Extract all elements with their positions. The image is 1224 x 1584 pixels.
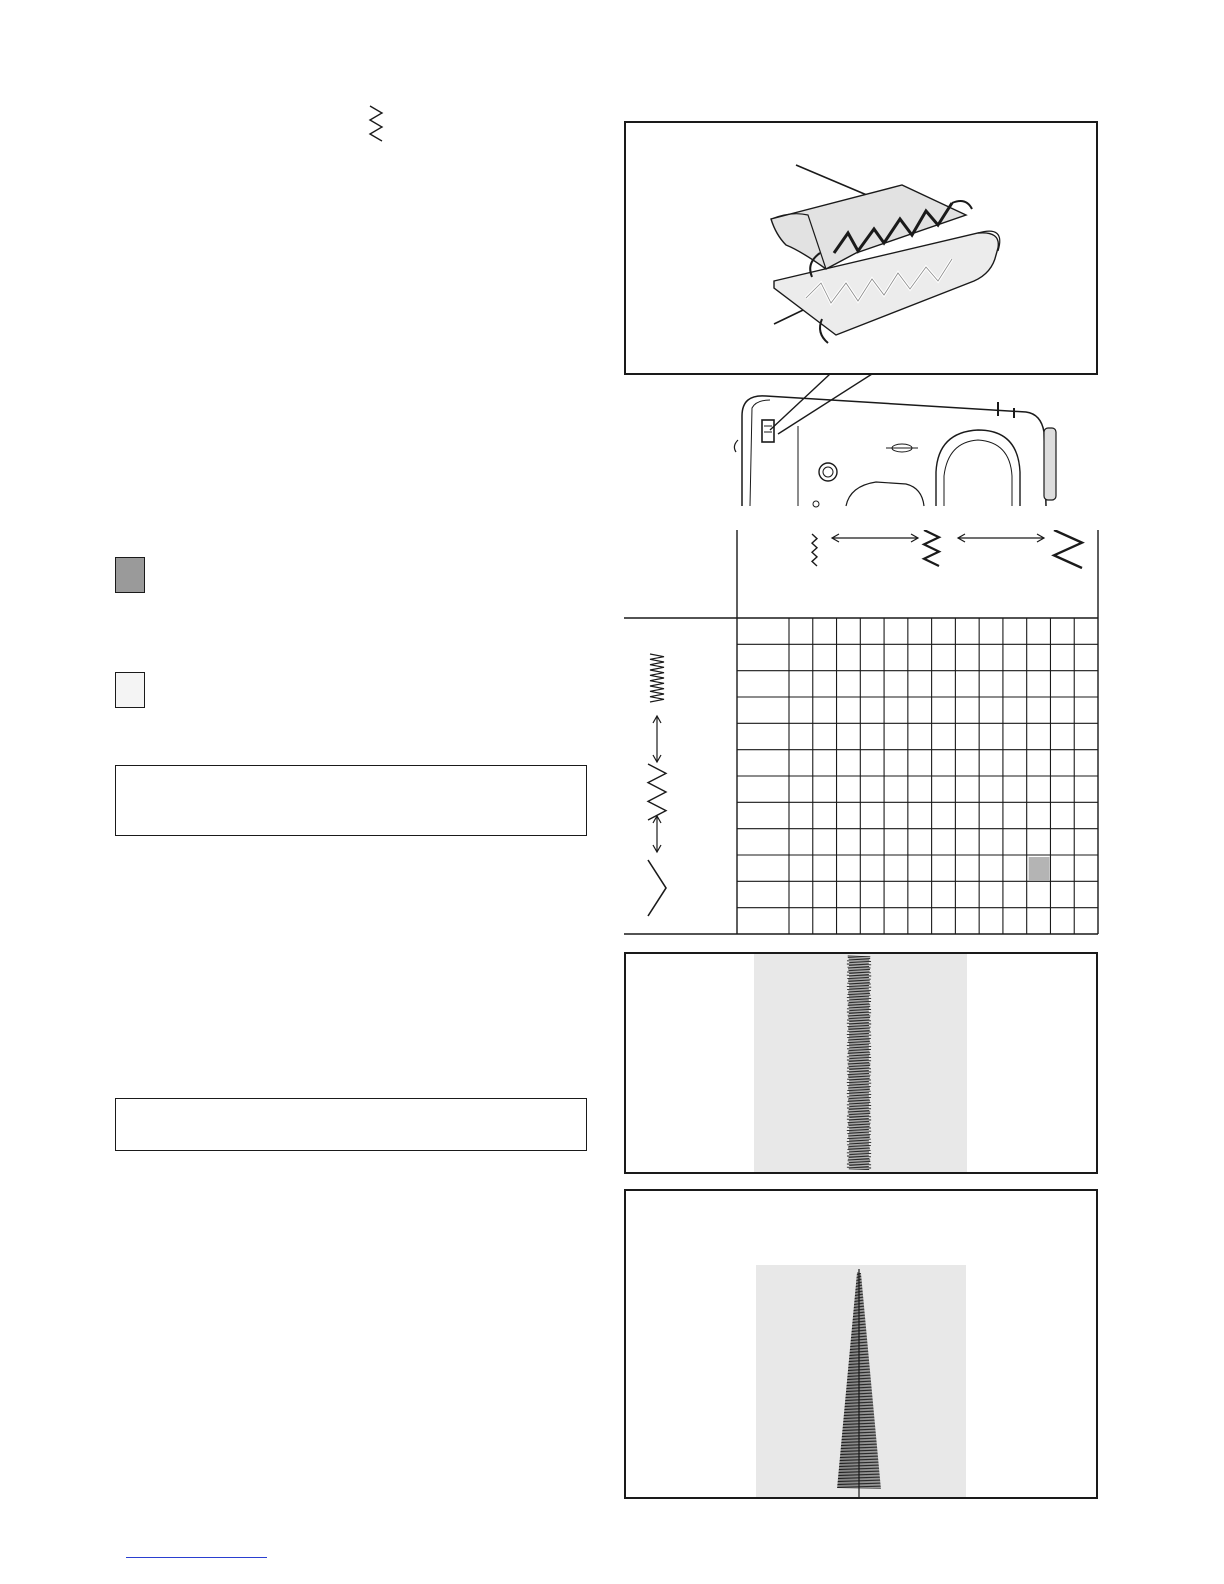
medium-zigzag-icon [924, 530, 939, 566]
footer-link-underline [126, 1557, 267, 1558]
available-setting-swatch [115, 672, 145, 708]
note-box [115, 1098, 587, 1151]
stitch-settings-chart [624, 530, 1100, 936]
satin-stitch-sample [624, 952, 1098, 1174]
medium-zigzag-icon [648, 764, 666, 820]
width-range-arrow [958, 534, 1044, 542]
tapered-satin-stitch-sample [624, 1189, 1098, 1499]
selected-setting-cell [1029, 857, 1050, 880]
selected-setting-swatch [115, 557, 145, 593]
fabric-zigzag-illustration [624, 121, 1098, 375]
width-range-arrow [832, 534, 918, 542]
wide-zigzag-icon [1054, 530, 1082, 568]
dense-zigzag-icon [650, 654, 664, 702]
sewing-machine-illustration [726, 386, 1066, 510]
zigzag-stitch-icon [366, 104, 386, 144]
length-range-arrow [653, 716, 661, 762]
note-box [115, 765, 587, 836]
length-range-arrow [653, 816, 661, 852]
open-zigzag-icon [648, 860, 666, 916]
narrow-zigzag-icon [812, 534, 817, 566]
